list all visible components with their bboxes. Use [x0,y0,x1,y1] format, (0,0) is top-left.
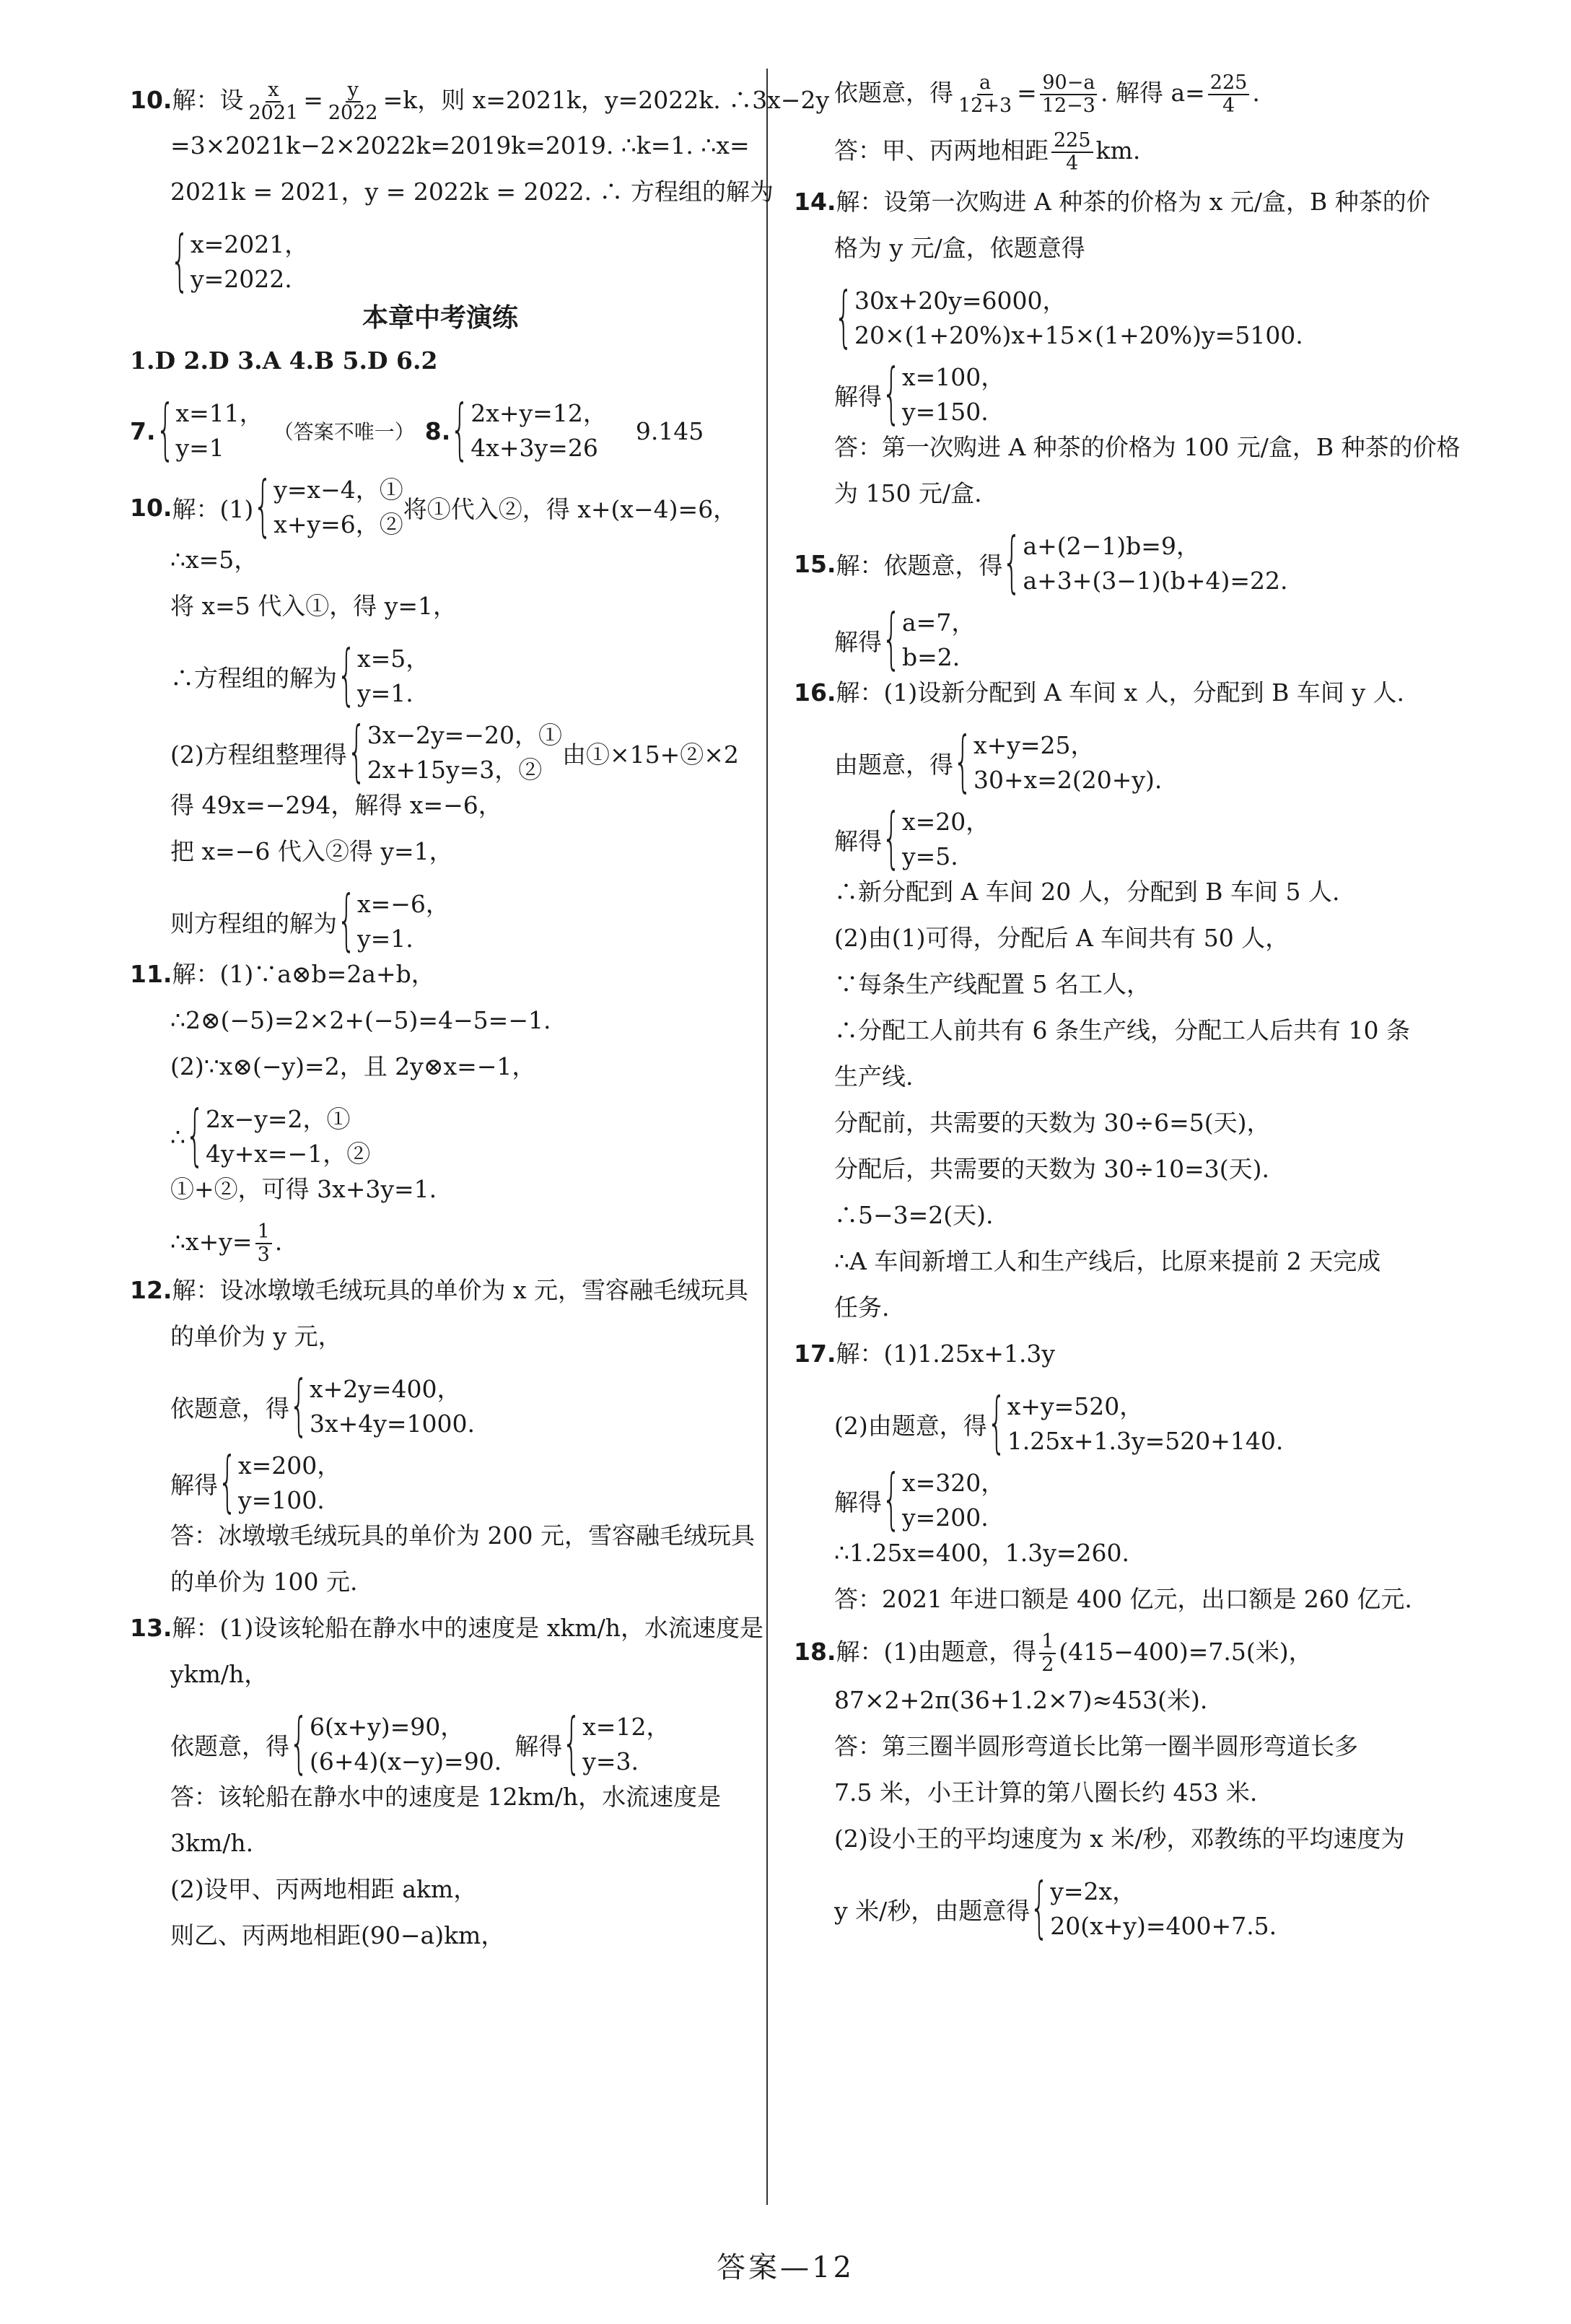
question-number: 7. [130,416,156,445]
text-line: 把 x=−6 代入②得 y=1， [170,837,453,865]
equation: x=100， [902,363,1005,391]
equation: y=1. [357,679,413,707]
equation-system [253,467,403,544]
text-line: (2)设甲、丙两地相距 akm， [170,1875,478,1903]
equation: y=1. [357,925,413,953]
equation: 3x−2y=−20，① [367,721,562,749]
q11-system [130,1098,751,1175]
equation: y=x−4，① [273,476,403,504]
text: . [1252,79,1260,107]
text-line: ∴2⊗(−5)=2×2+(−5)=4−5=−1. [170,1006,551,1034]
numerator: 1 [1039,1631,1056,1654]
numerator: 90−a [1040,72,1097,95]
equation: x=320， [902,1469,1005,1497]
brace: { [953,722,973,800]
equation-system [170,222,309,299]
equation-system [562,1704,670,1781]
question-number: 12. [130,1276,172,1304]
numerator: 225 [1208,72,1250,95]
text: 依题意，得 [170,1394,289,1423]
fraction [255,1221,272,1266]
numerator: 1 [255,1221,272,1244]
equation: 2x−y=2，① [206,1105,351,1133]
equation-system [218,1443,341,1520]
equation: 20(x+y)=400+7.5. [1050,1912,1277,1940]
q15-system [794,525,1443,602]
text-line: ∴1.25x=400，1.3y=260. [834,1539,1129,1567]
text: ∴x+y= [170,1228,253,1256]
text: 解：(1)设该轮船在静水中的速度是 xkm/h，水流速度是 [172,1614,763,1642]
text: . [274,1228,283,1256]
text-line: 答：第三圈半圆形弯道长比第一圈半圆形弯道长多 [834,1732,1358,1760]
text-line: ∴x=5， [170,546,258,574]
text: 解得 [515,1731,563,1760]
equation: x=12， [582,1713,670,1741]
q13-system [130,1706,751,1783]
equation: 2x+15y=3，② [367,756,543,784]
equation: x=200， [238,1451,341,1480]
brace: { [337,636,356,713]
text-line: ∴新分配到 A 车间 20 人，分配到 B 车间 5 人. [834,878,1340,906]
page-footer: 答案—12 [717,2251,854,2284]
column-divider [766,69,768,2205]
question-number: 8. [424,416,451,445]
equation-system [1030,1869,1277,1946]
fraction [1040,72,1098,117]
q13-cont-line1 [794,72,1443,130]
equation-system [289,1366,476,1443]
q14-system [794,280,1443,357]
q10b-line1 [130,469,751,546]
q14-line1 [794,188,1443,234]
text-line: 的单价为 y 元， [170,1322,342,1350]
equation: x+y=520， [1007,1392,1144,1420]
q16-line1 [794,678,1443,725]
equation: x=20， [902,808,990,836]
q10b-part2 [130,712,751,791]
equation: y=200. [902,1503,989,1532]
equation-system [289,1704,502,1781]
brace: { [346,712,367,790]
equation: y=3. [582,1747,639,1775]
text-line: 3km/h. [170,1829,254,1857]
equation: a=7， [902,608,976,637]
text-line: 答：该轮船在静水中的速度是 12km/h，水流速度是 [170,1783,722,1811]
brace: { [986,1384,1007,1461]
equation: x+y=6，② [273,510,403,538]
text: 解：设第一次购进 A 种茶的价格为 x 元/盒，B 种茶的价 [836,188,1430,216]
text-line: 答：冰墩墩毛绒玩具的单价为 200 元，雪容融毛绒玩具 [170,1521,755,1550]
answers-1-6: 1.D 2.D 3.A 4.B 5.D 6.2 [130,346,438,375]
right-column [794,71,1461,1947]
text: 依题意，得 [170,1731,289,1760]
text: = [303,86,323,114]
q12-system [130,1368,751,1445]
brace: { [562,1704,582,1781]
text-line: ∵每条生产线配置 5 名工人， [834,970,1150,998]
brace: { [882,354,901,432]
equation: (6+4)(x−y)=90. [310,1747,502,1775]
brace: { [882,1460,901,1537]
denominator: 4 [1066,152,1079,175]
text-line: ∴A 车间新增工人和生产线后，比原来提前 2 天完成 [834,1247,1381,1275]
q13-cont-line2 [794,130,1443,188]
q18-system [794,1871,1443,1947]
text: =k，则 x=2021k，y=2022k. ∴3x−2y [382,86,830,114]
text: (2)由题意，得 [834,1411,987,1440]
q10-line2: =3×2021k−2×2022k=2019k=2019. ∴k=1. ∴x= [170,131,750,160]
text-line: (2)由(1)可得，分配后 A 车间共有 50 人， [834,924,1290,952]
text-line: ykm/h， [170,1660,268,1688]
equation-system [986,1384,1284,1461]
brace: { [170,222,190,299]
text: 解得 [834,826,882,855]
text-line: 得 49x=−294，解得 x=−6， [170,791,502,819]
equation: a+(2−1)b=9， [1023,532,1200,560]
equation: 4y+x=−1，② [206,1140,371,1168]
brace: { [882,799,901,876]
q10b-solution1 [130,638,751,715]
brace: { [882,600,901,677]
equation: x=11， [175,399,263,427]
denominator: 12+3 [958,95,1012,117]
equation-system [834,278,1303,355]
text-line: 分配前，共需要的天数为 30÷6=5(天)， [834,1109,1271,1137]
question-number: 10. [130,86,172,114]
text: = [1017,79,1037,107]
fraction [246,79,300,124]
equation: 30x+20y=6000， [854,287,1067,315]
fraction [326,79,380,124]
equation-system [882,1460,1005,1537]
brace: { [253,467,273,544]
text: 解：依题意，得 [836,551,1003,580]
equation: y=2022. [191,265,292,293]
equation: 20×(1+20%)x+15×(1+20%)y=5100. [854,321,1303,349]
q11-line1 [130,960,751,1006]
text-line: 7.5 米，小王计算的第八圈长约 453 米. [834,1778,1258,1807]
q10-system [130,224,751,300]
text: 依题意，得 [834,79,953,107]
equation: y=100. [238,1486,325,1514]
chapter-title: 本章中考演练 [362,303,518,333]
text: km. [1095,136,1141,165]
text-line: 将 x=5 代入①，得 y=1， [170,592,458,620]
equation: y=150. [902,398,989,426]
q10-line3: 2021k = 2021，y = 2022k = 2022. ∴ 方程组的解为 [170,178,774,206]
equation-system [155,390,263,468]
text-line: ∴分配工人前共有 6 条生产线，分配工人后共有 10 条 [834,1016,1410,1044]
text-line: ∴5−3=2(天). [834,1201,994,1229]
equation: a+3+(3−1)(b+4)=22. [1023,567,1288,595]
text: 解得 [170,1470,218,1499]
q10-line1 [130,79,830,131]
q16-system [794,722,1443,801]
brace: { [155,390,175,468]
q10b-solution2 [130,883,751,960]
equation-system [1002,523,1288,600]
equation-system [953,722,1163,800]
text: 将①代入②，得 x+(x−4)=6， [403,494,738,523]
text: 由①×15+②×2 [561,740,739,769]
equation: 30+x=2(20+y). [973,766,1163,794]
q14-solution [794,354,1443,433]
text-line: ①+②，可得 3x+3y=1. [170,1175,437,1203]
text-line: 87×2+2π(36+1.2×7)≈453(米). [834,1686,1208,1714]
equation: x=5， [357,645,430,673]
q16-solution [794,801,1443,878]
text-line: 答：第一次购进 A 种茶的价格为 100 元/盒，B 种茶的价格 [834,433,1461,461]
equation: y=5. [902,842,958,870]
question-number: 18. [794,1638,836,1666]
brace: { [218,1443,237,1520]
q17-line1 [794,1340,1443,1386]
q12-line1 [130,1276,751,1322]
equation: y=1 [175,434,224,462]
equation: x+y=25， [973,731,1095,759]
text: ∴方程组的解为 [170,663,337,692]
fraction [956,72,1014,117]
equation: y=2x， [1050,1877,1137,1905]
equation-system [337,881,450,958]
text-line: 格为 y 元/盒，依题意得 [834,234,1085,262]
text: 解：设冰墩墩毛绒玩具的单价为 x 元，雪容融毛绒玩具 [172,1276,749,1304]
equation: 1.25x+1.3y=520+140. [1007,1427,1284,1455]
question-number: 17. [794,1340,836,1368]
numerator: x [266,79,281,102]
text: (2)方程组整理得 [170,740,347,769]
brace: { [1002,523,1022,600]
q18-line1 [794,1631,1443,1686]
numerator: y [346,79,361,102]
text-line: 任务. [834,1293,890,1322]
brace: { [450,390,470,468]
text: 解：(1)设新分配到 A 车间 x 人，分配到 B 车间 y 人. [836,678,1404,707]
text-line: 为 150 元/盒. [834,479,982,507]
equation-system [450,390,607,468]
brace: { [834,278,854,355]
text-line: (2)∵x⊗(−y)=2，且 2y⊗x=−1， [170,1052,536,1080]
question-number: 10. [130,493,172,522]
question-number: 13. [130,1614,172,1642]
answer-9: 9.145 [635,416,704,445]
text: 解得 [834,382,882,411]
fraction [1051,130,1093,175]
equation: x=−6， [357,890,450,918]
q7-q9 [130,390,751,469]
text: 由题意，得 [834,750,953,779]
equation: 6(x+y)=90， [310,1713,465,1741]
question-number: 14. [794,188,836,216]
brace: { [1030,1869,1049,1946]
denominator: 2022 [328,102,378,124]
denominator: 12−3 [1041,95,1095,117]
denominator: 2021 [248,102,299,124]
text-line: 的单价为 100 元. [170,1568,358,1596]
text: (415−400)=7.5(米)， [1059,1638,1313,1666]
denominator: 3 [257,1244,270,1266]
text-line: (2)设小王的平均速度为 x 米/秒，邓教练的平均速度为 [834,1825,1405,1853]
question-number: 16. [794,678,836,707]
text: 解：设 [172,86,244,114]
text: 解得 [834,1488,882,1516]
fraction [1039,1631,1056,1676]
question-number: 11. [130,960,172,988]
text: 解：(1)∵a⊗b=2a+b， [172,960,435,988]
equation-system [337,636,430,713]
equation: 3x+4y=1000. [310,1410,476,1438]
text: 解得 [834,627,882,656]
brace: { [337,881,356,958]
text: 答：甲、丙两地相距 [834,136,1049,165]
text: 解：(1)由题意，得 [836,1638,1037,1666]
equation: x+2y=400， [310,1375,461,1403]
brace: { [289,1366,309,1443]
text: . 解得 a= [1100,79,1205,107]
numerator: a [977,72,993,95]
q13-line1 [130,1614,763,1660]
equation: b=2. [902,643,960,671]
q11-result [130,1221,751,1276]
text: ∴ [170,1122,185,1151]
q17-solution [794,1462,1443,1539]
text-line: 生产线. [834,1062,914,1091]
q15-solution [794,602,1443,678]
equation-system [346,712,562,790]
text-line: 答：2021 年进口额是 400 亿元，出口额是 260 亿元. [834,1585,1412,1613]
denominator: 2 [1041,1654,1054,1676]
equation: 2x+y=12， [471,399,607,427]
denominator: 4 [1222,95,1235,117]
text-line: 分配后，共需要的天数为 30÷10=3(天). [834,1155,1270,1183]
brace: { [185,1096,205,1174]
equation: x=2021， [191,230,309,258]
fraction [1208,72,1250,117]
equation-system [185,1096,371,1174]
brace: { [289,1704,309,1781]
equation-system [882,354,1005,432]
question-number: 15. [794,549,836,578]
note: （答案不唯一） [273,420,415,444]
text: 则方程组的解为 [170,909,337,938]
equation-system [882,600,976,677]
equation: 4x+3y=26 [471,434,598,462]
text: y 米/秒，由题意得 [834,1896,1030,1925]
q12-solution [130,1445,751,1521]
text: 解：(1)1.25x+1.3y [836,1340,1056,1368]
equation-system [882,799,990,876]
text-line: 则乙、丙两地相距(90−a)km， [170,1921,505,1949]
numerator: 225 [1051,130,1093,153]
q17-system [794,1386,1443,1462]
text: 解：(1) [172,494,254,523]
